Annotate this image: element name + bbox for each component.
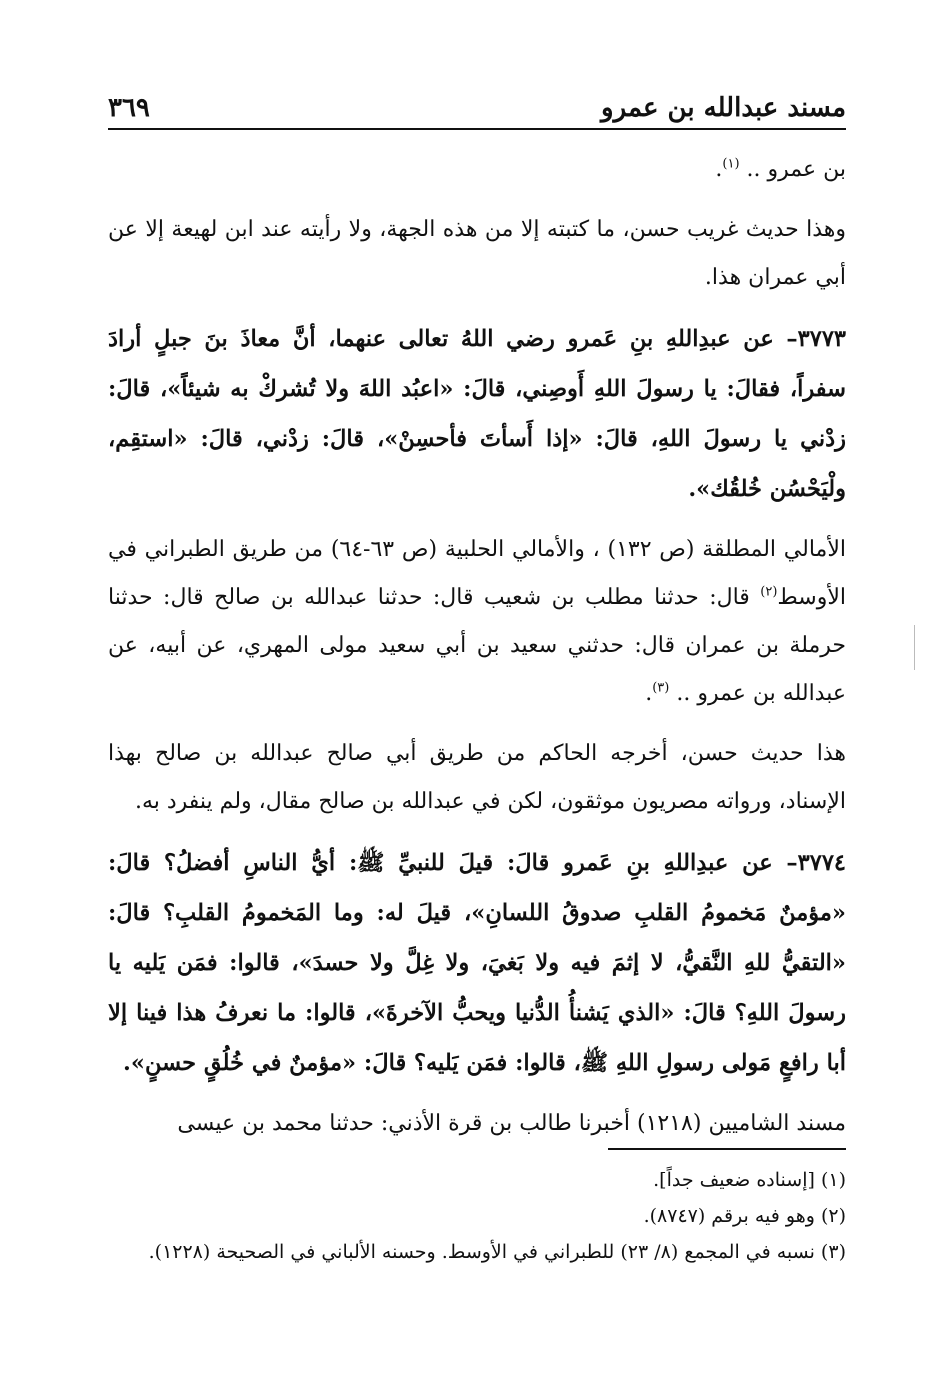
header-divider	[108, 128, 846, 130]
paragraph-grading: هذا حديث حسن، أخرجه الحاكم من طريق أبي صالح عبدالله بن صالح بهذا الإسناد، ورواته مصريون موثقون، لكن في عبدالله بن صالح مقال، ولم ينفرد به.	[108, 741, 846, 814]
footnote-3: (٣) نسبه في المجمع (٨/ ٢٣) للطبراني في الأوسط. وحسنه الألباني في الصحيحة (١٢٢٨).	[148, 1241, 846, 1263]
main-text	[108, 140, 846, 1148]
header-title: مسند عبدالله بن عمرو	[601, 93, 846, 123]
footnote-2: (٢) وهو فيه برقم (٨٧٤٧).	[643, 1205, 846, 1227]
footnote-1: (١) [إسناده ضعيف جداً].	[653, 1169, 846, 1191]
scan-margin-mark	[914, 625, 915, 670]
footnotes	[108, 1162, 846, 1270]
page-number: ٣٦٩	[108, 93, 150, 123]
paragraph-source-shamiyyin: مسند الشاميين (١٢١٨) أخبرنا طالب بن قرة الأذني: حدثنا محمد بن عيسى	[177, 1111, 846, 1136]
running-header	[108, 84, 846, 124]
footnote-ref-1: (١)	[722, 156, 740, 172]
footnote-ref-2: (٢)	[760, 584, 778, 600]
paragraph-commentary: وهذا حديث غريب حسن، ما كتبته إلا من هذه الجهة، ولا رأيته عند ابن لهيعة إلا عن أبي عمران هذا.	[108, 217, 846, 290]
paragraph-sources: الأمالي المطلقة (ص ١٣٢) ، والأمالي الحلبية (ص ٦٣-٦٤) من طريق الطبراني في الأوسط$^{(٢)}$ قال: حدثنا مطلب بن شعيب قال: حدثنا عبدالله بن صالح قال: حدثنا حرملة بن عمران قال: حدثني سعيد بن أبي سعيد مولى المهري، عن أبيه، عن عبدالله بن عمرو .. $^{(٣)}$.	[108, 537, 846, 706]
footnote-divider	[608, 1148, 846, 1150]
hadith-3774: ٣٧٧٤– عن عبدِاللهِ بنِ عَمرو قالَ: قيلَ للنبيِّ ﷺ: أيُّ الناسِ أفضلُ؟ قالَ: «مؤمنٌ مَخمومُ القلبِ صدوقُ اللسانِ»، قيلَ له: وما المَخمومُ القلبِ؟ قالَ: «التقيُّ للهِ النَّقيُّ، لا إثمَ فيه ولا بَغيَ، ولا غِلَّ ولا حسدَ»، قالوا: فمَن يَليه يا رسولَ اللهِ؟ قالَ: «الذي يَشنأُ الدُّنيا ويحبُّ الآخرةَ»، قالوا: ما نعرفُ هذا فينا إلا أبا رافعٍ مَولى رسولِ اللهِ ﷺ، قالوا: فمَن يَليه؟ قالَ: «مؤمنٌ في خُلُقٍ حسنٍ».	[108, 850, 846, 1076]
paragraph-continuation: بن عمرو .. $^{(١)}$.	[715, 156, 846, 182]
footnote-ref-3: (٣)	[652, 680, 670, 696]
hadith-3773: ٣٧٧٣– عن عبدِاللهِ بنِ عَمرو رضي اللهُ تعالى عنهما، أنَّ معاذَ بنَ جبلٍ أرادَ سفراً، فقالَ: يا رسولَ اللهِ أَوصِني، قالَ: «اعبُد اللهَ ولا تُشركْ به شيئاً»، قالَ: زدْني يا رسولَ اللهِ، قالَ: «إذا أَسأتَ فأحسِنْ»، قالَ: زدْني، قالَ: «استقِم، ولْيَحْسُن خُلقُك».	[108, 326, 846, 502]
